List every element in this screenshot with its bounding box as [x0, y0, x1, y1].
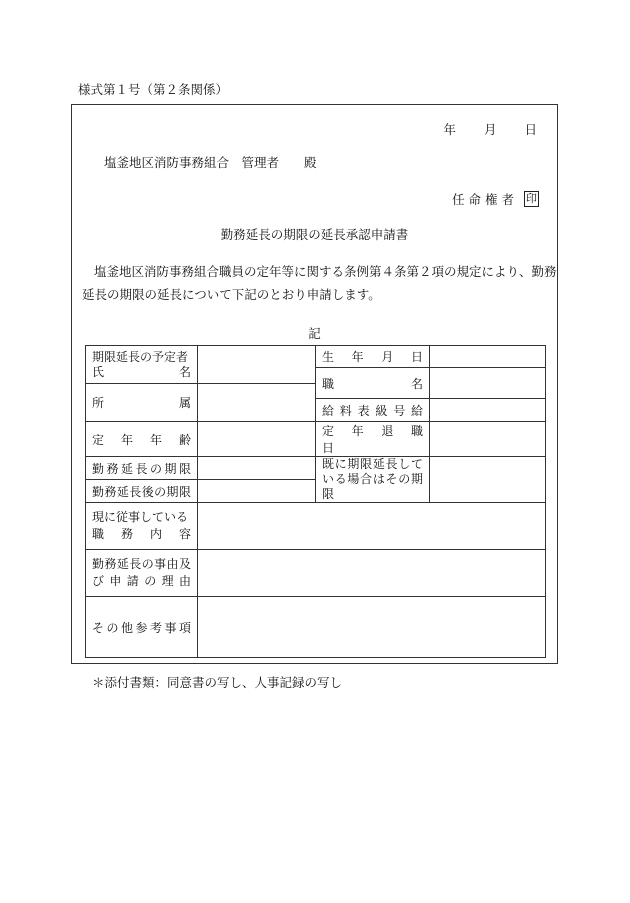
ki-heading: 記 [308, 326, 321, 341]
appointing-authority [452, 190, 539, 208]
extended-period-after-label: 勤務延長後の期限 [86, 480, 198, 503]
form-number: 様式第１号（第２条関係） [78, 82, 229, 97]
department-label: 所 属 [86, 384, 198, 422]
retirement-age-field[interactable] [198, 422, 316, 457]
extended-period-after-field[interactable] [198, 480, 316, 503]
date-day-label: 日 [524, 122, 537, 137]
current-duties-label: 現に従事している 職 務 内 容 [86, 503, 198, 550]
date-line [419, 120, 537, 138]
scheduled-person-name-field[interactable] [198, 346, 316, 384]
scheduled-person-name-label: 期限延長の予定者 氏 名 [86, 346, 198, 384]
already-extended-label: 既に期限延長している場合はその期限 [316, 457, 430, 503]
already-extended-field[interactable] [430, 457, 546, 503]
application-info-table [85, 345, 546, 658]
reason-label: 勤務延長の事由及 び申請の理由 [86, 550, 198, 597]
retirement-age-label: 定 年 年 齢 [86, 422, 198, 457]
other-reference-label: その他参考事項 [86, 597, 198, 658]
application-form-frame [71, 104, 558, 664]
current-duties-field[interactable] [198, 503, 546, 550]
body-text: 塩釜地区消防事務組合職員の定年等に関する条例第４条第２項の規定により、勤務延長の期限の延長について下記のとおり申請します。 [82, 264, 557, 302]
extension-period-label: 勤務延長の期限 [86, 457, 198, 480]
addressee: 塩釜地区消防事務組合 管理者 殿 [104, 155, 317, 170]
position-field[interactable] [430, 368, 546, 399]
reason-field[interactable] [198, 550, 546, 597]
seal-stamp-box: 印 [526, 192, 537, 205]
retirement-date-label: 定 年 退 職 日 [316, 422, 430, 457]
appointing-authority-label: 任 命 権 者 [452, 192, 514, 207]
salary-grade-label: 給料表級号給 [316, 399, 430, 422]
retirement-date-field[interactable] [430, 422, 546, 457]
extension-period-field[interactable] [198, 457, 316, 480]
date-month-label: 月 [483, 122, 497, 137]
salary-grade-field[interactable] [430, 399, 546, 422]
attachments-note: ＊添付書類：同意書の写し、人事記録の写し [92, 675, 343, 690]
other-reference-field[interactable] [198, 597, 546, 658]
department-field[interactable] [198, 384, 316, 422]
date-year-label: 年 [443, 122, 456, 137]
birth-date-field[interactable] [430, 346, 546, 368]
birth-date-label: 生 年 月 日 [316, 346, 430, 368]
position-label: 職 名 [316, 368, 430, 399]
document-title: 勤務延長の期限の延長承認申請書 [220, 227, 409, 242]
